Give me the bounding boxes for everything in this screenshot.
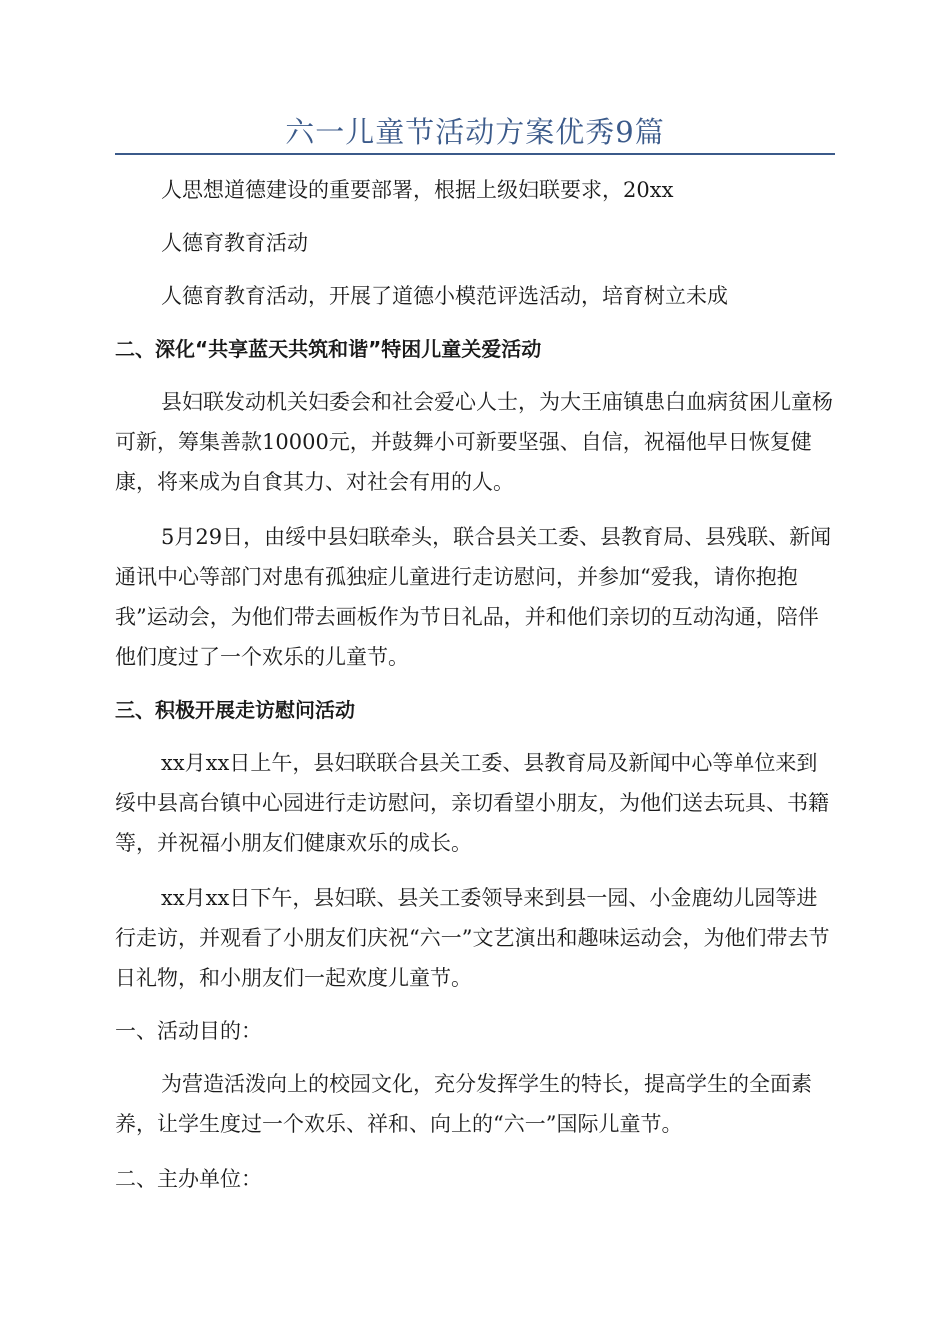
paragraph: xx月xx日下午，县妇联、县关工委领导来到县一园、小金鹿幼儿园等进行走访，并观看了小朋友们庆祝“六一”文艺演出和趣味运动会，为他们带去节日礼物，和小朋友们一起欢度儿童节。 (115, 886, 830, 990)
title-underline (115, 153, 835, 155)
section-heading: 二、主办单位： (115, 1167, 262, 1191)
paragraph: xx月xx日上午，县妇联联合县关工委、县教育局及新闻中心等单位来到绥中县高台镇中心园进行走访慰问，亲切看望小朋友，为他们送去玩具、书籍等，并祝福小朋友们健康欢乐的成长。 (115, 751, 829, 855)
paragraph: 人德育教育活动 (161, 231, 308, 255)
paragraph: 人德育教育活动，开展了道德小模范评选活动，培育树立未成 (161, 284, 728, 308)
document-title: 六一儿童节活动方案优秀9篇 (285, 115, 665, 149)
paragraph: 人思想道德建设的重要部署，根据上级妇联要求，20xx (161, 178, 674, 202)
paragraph: 5月29日，由绥中县妇联牵头，联合县关工委、县教育局、县残联、新闻通讯中心等部门对患有孤独症儿童进行走访慰问，并参加“爱我，请你抱抱我”运动会，为他们带去画板作为节日礼品，并和他们亲切的互动沟通，陪伴他们度过了一个欢乐的儿童节。 (115, 525, 832, 669)
section-heading: 三、积极开展走访慰问活动 (115, 698, 355, 722)
section-heading: 二、深化“共享蓝天共筑和谐”特困儿童关爱活动 (115, 337, 542, 361)
section-heading: 一、活动目的： (115, 1019, 262, 1043)
paragraph: 为营造活泼向上的校园文化，充分发挥学生的特长，提高学生的全面素养，让学生度过一个欢乐、祥和、向上的“六一”国际儿童节。 (115, 1072, 812, 1136)
paragraph: 县妇联发动机关妇委会和社会爱心人士，为大王庙镇患白血病贫困儿童杨可新，筹集善款10000元，并鼓舞小可新要坚强、自信，祝福他早日恢复健康，将来成为自食其力、对社会有用的人。 (115, 390, 833, 494)
document-body (115, 170, 835, 1199)
